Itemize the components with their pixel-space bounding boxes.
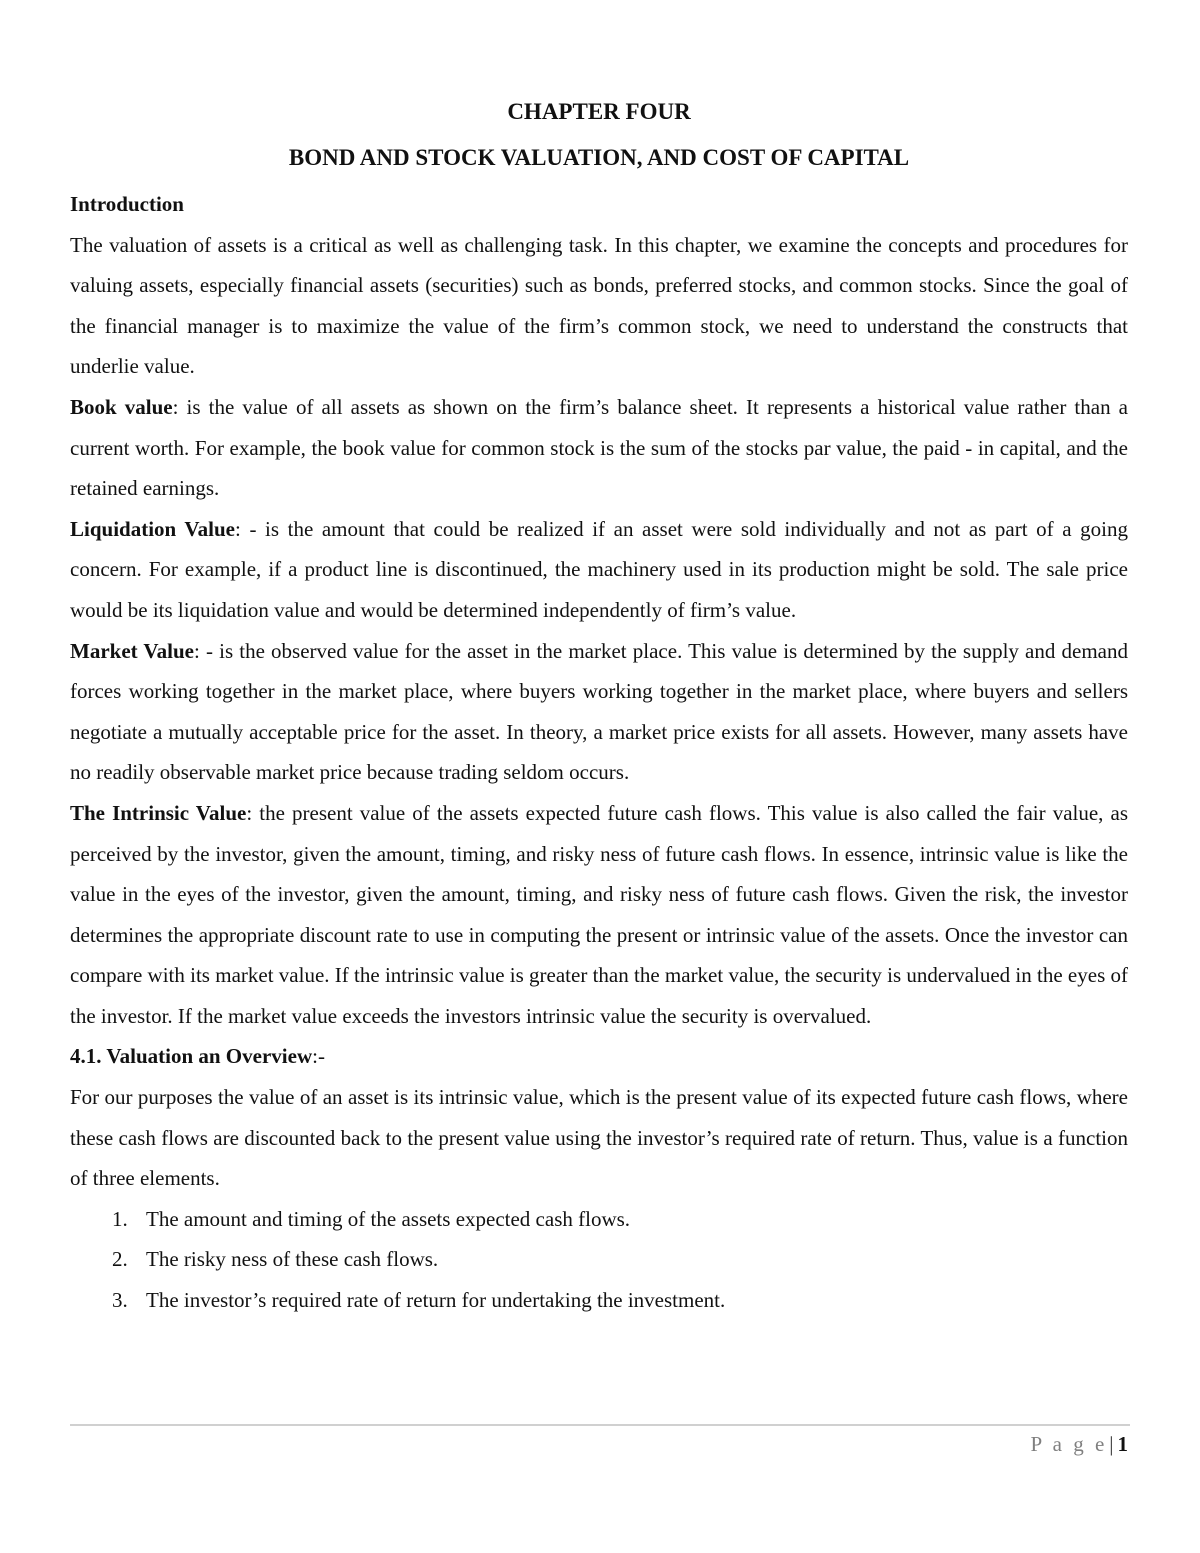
definition-intrinsic-value [70,793,1128,1037]
definition-text: : is the value of all assets as shown on the firm’s balance sheet. It represents a historical value rather than a current worth. For example, the book value for common stock is the sum of the stocks par value, the paid - in capital, and the retained earnings. [70,394,1128,501]
list-item-text: The investor’s required rate of return for undertaking the investment. [146,1288,726,1313]
definition-term: Market Value [70,638,194,663]
list-item-number: 1. [112,1206,128,1231]
definition-text: : - is the amount that could be realized if an asset were sold individually and not as part of a going concern. For example, if a product line is discontinued, the machinery used in its production might be sold. The sale price would be its liquidation value and would be determined independently of firm’s value. [70,516,1129,622]
chapter-subtitle: BOND AND STOCK VALUATION, AND COST OF CAPITAL [288,145,910,170]
list-item-number: 3. [112,1288,128,1313]
section-4-1-heading [70,1036,1128,1077]
definition-text: : - is the observed value for the asset in the market place. This value is determined by the supply and demand forces working together in the market place, where buyers working together in the market place, where buyers and sellers negotiate a mutually acceptable price for the asset. In theory, a market price exists for all assets. However, many assets have no readily observable market price because trading seldom occurs. [70,638,1129,785]
page-number: 1 [1117,1432,1128,1456]
chapter-title: CHAPTER FOUR [507,99,691,124]
definition-term: Liquidation Value [70,516,236,541]
list-item [70,1199,1128,1240]
introduction-heading: Introduction [70,192,184,216]
definition-term: Book value [70,394,173,419]
value-elements-list [70,1199,1128,1321]
list-item-text: The amount and timing of the assets expected cash flows. [146,1206,631,1231]
definition-book-value [70,387,1128,509]
page-footer [1030,1430,1128,1458]
introduction-paragraph: The valuation of assets is a critical as well as challenging task. In this chapter, we examine the concepts and procedures for valuing assets, especially financial assets (securities) such as bonds, preferred stocks, and common stocks. Since the goal of the financial manager is to maximize the value of the firm’s common stock, we need to understand the constructs that underlie value. [70,232,1128,379]
section-heading-suffix: :- [312,1044,325,1069]
footer-divider [70,1424,1130,1426]
page-label: P a g e [1030,1432,1108,1456]
section-4-1-paragraph: For our purposes the value of an asset is its intrinsic value, which is the present value of its expected future cash flows, where these cash flows are discounted back to the present value using the investor’s required rate of return. Thus, value is a function of three elements. [70,1085,1128,1191]
list-item [70,1239,1128,1280]
page-separator: | [1109,1432,1114,1456]
list-item [70,1280,1128,1321]
definition-market-value [70,631,1128,793]
list-item-text: The risky ness of these cash flows. [146,1247,439,1272]
page-content [70,92,1128,1321]
definition-liquidation-value [70,509,1128,631]
definition-text: : the present value of the assets expected future cash flows. This value is also called the fair value, as perceived by the investor, given the amount, timing, and risky ness of future cash flows. In essence, intrinsic value is like the value in the eyes of the investor, given the amount, timing, and risky ness of future cash flows. Given the risk, the investor determines the appropriate discount rate to use in computing the present or intrinsic value of the assets. Once the investor can compare with its market value. If the intrinsic value is greater than the market value, the security is undervalued in the eyes of the investor. If the market value exceeds the investors intrinsic value the security is overvalued. [70,800,1128,1028]
definition-term: The Intrinsic Value [70,800,247,825]
section-heading-text: 4.1. Valuation an Overview [70,1044,313,1069]
list-item-number: 2. [112,1247,128,1272]
